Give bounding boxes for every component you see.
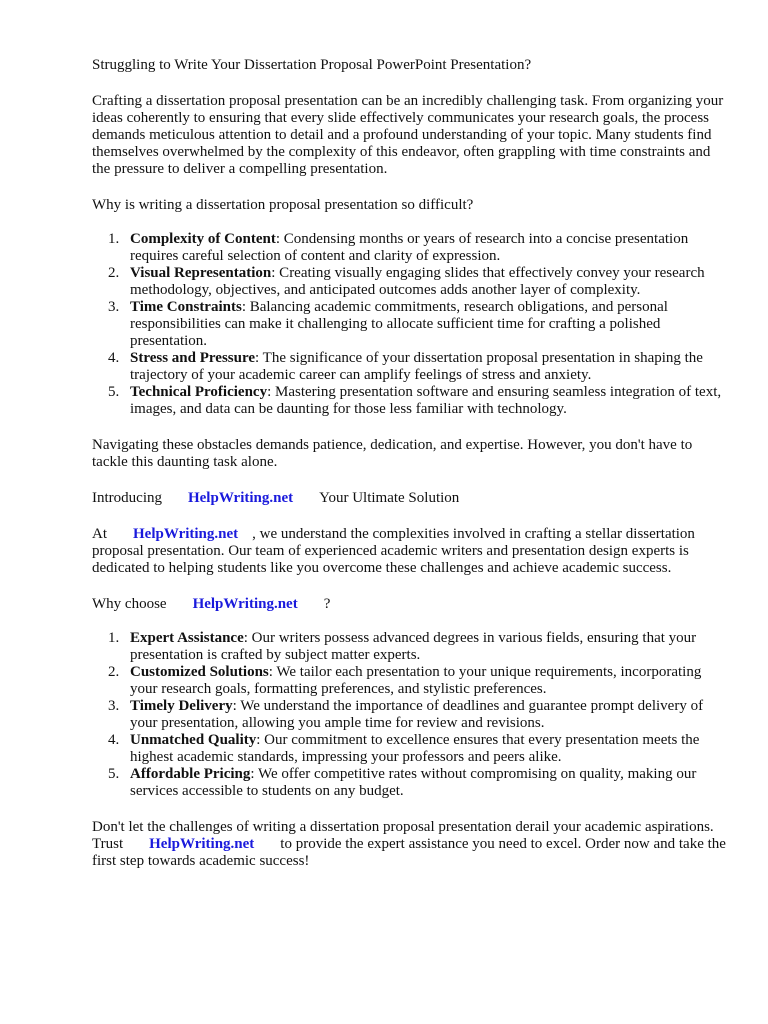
why-choose-suffix: ? (323, 596, 331, 612)
list-item-text: : Mastering presentation software and ensuring seamless integration of text, images, and data can be daunting for those less familiar with technology. (130, 384, 722, 417)
list-item (92, 299, 728, 350)
list-item-text: : Balancing academic commitments, research obligations, and personal responsibilities can make it challenging to allocate sufficient time for crafting a polished presentation. (130, 299, 668, 349)
helpwriting-link[interactable]: HelpWriting.net (149, 836, 255, 852)
why-choose-line (92, 596, 728, 613)
list-item-term: Technical Proficiency (130, 384, 268, 400)
list-item (92, 384, 728, 418)
list-item-number: 3. (108, 698, 120, 714)
list-item (92, 664, 728, 698)
benefits-list (92, 630, 728, 800)
list-item-term: Affordable Pricing (130, 766, 251, 782)
list-item-number: 4. (108, 350, 120, 366)
list-item-term: Expert Assistance (130, 630, 244, 646)
list-item-term: Customized Solutions (130, 664, 269, 680)
list-item-text: : The significance of your dissertation proposal presentation in shaping the trajectory of your academic career can amplify feelings of stress and anxiety. (130, 350, 703, 383)
list-item-text: : We tailor each presentation to your unique requirements, incorporating your research goals, formatting preferences, and stylistic preferences. (130, 664, 702, 697)
introducing-prefix: Introducing (92, 490, 162, 506)
list-item-number: 2. (108, 664, 120, 680)
list-item-number: 3. (108, 299, 120, 315)
why-choose-prefix: Why choose (92, 596, 167, 612)
closing-paragraph (92, 819, 728, 870)
list-item-text: : We understand the importance of deadlines and guarantee prompt delivery of your presentation, allowing you ample time for review and revisions. (130, 698, 704, 731)
list-item (92, 698, 728, 732)
list-item-number: 1. (108, 231, 120, 247)
at-paragraph (92, 526, 728, 577)
list-item-text: : We offer competitive rates without compromising on quality, making our services accessible to students on any budget. (130, 766, 697, 799)
document-page (92, 57, 728, 870)
intro-paragraph: Crafting a dissertation proposal presentation can be an incredibly challenging task. From organizing your ideas coherently to ensuring that every slide effectively communicates your research goals, the process demands meticulous attention to detail and a profound understanding of your topic. Many students find themselves overwhelmed by the complexity of this endeavor, often grappling with time constraints and the pressure to deliver a compelling presentation. (92, 93, 724, 177)
introducing-suffix: Your Ultimate Solution (319, 490, 460, 506)
list-item-term: Stress and Pressure (130, 350, 256, 366)
list-item-number: 2. (108, 265, 120, 281)
list-item-term: Complexity of Content (130, 231, 276, 247)
helpwriting-link[interactable]: HelpWriting.net (192, 596, 298, 612)
list-item-number: 4. (108, 732, 120, 748)
at-suffix: , we understand the complexities involved in crafting a stellar dissertation proposal presentation. Our team of experienced academic writers and presentation design experts is dedicated to helping students like you overcome these challenges and achieve academic success. (92, 526, 695, 576)
closing-prefix: Don't let the challenges of writing a dissertation proposal presentation derail your academic aspirations. Trust (92, 819, 714, 852)
list-item-term: Timely Delivery (130, 698, 233, 714)
list-item (92, 766, 728, 800)
list-item (92, 732, 728, 766)
at-prefix: At (92, 526, 107, 542)
helpwriting-link[interactable]: HelpWriting.net (133, 526, 239, 542)
list-item (92, 630, 728, 664)
document-title: Struggling to Write Your Dissertation Proposal PowerPoint Presentation? (92, 57, 532, 73)
difficulties-list (92, 231, 728, 418)
closing-suffix: to provide the expert assistance you need to excel. Order now and take the first step towards academic success! (92, 836, 726, 869)
list-item (92, 231, 728, 265)
list-item (92, 350, 728, 384)
list-item-term: Unmatched Quality (130, 732, 257, 748)
list-item-number: 5. (108, 384, 120, 400)
list-item-number: 5. (108, 766, 120, 782)
difficulty-question: Why is writing a dissertation proposal presentation so difficult? (92, 197, 474, 213)
list-item-text: : Condensing months or years of research into a concise presentation requires careful selection of content and clarity of expression. (130, 231, 689, 264)
helpwriting-link[interactable]: HelpWriting.net (187, 490, 294, 506)
list-item-text: : Creating visually engaging slides that effectively convey your research methodology, objectives, and anticipated outcomes adds another layer of complexity. (130, 265, 705, 298)
list-item-term: Visual Representation (130, 265, 272, 281)
list-item-text: : Our writers possess advanced degrees in various fields, ensuring that your presentation is crafted by subject matter experts. (130, 630, 697, 663)
navigating-paragraph: Navigating these obstacles demands patience, dedication, and expertise. However, you don't have to tackle this daunting task alone. (92, 437, 693, 470)
list-item-text: : Our commitment to excellence ensures that every presentation meets the highest academic standards, impressing your professors and peers alike. (130, 732, 700, 765)
introducing-line (92, 490, 728, 507)
list-item-term: Time Constraints (130, 299, 242, 315)
list-item-number: 1. (108, 630, 120, 646)
list-item (92, 265, 728, 299)
